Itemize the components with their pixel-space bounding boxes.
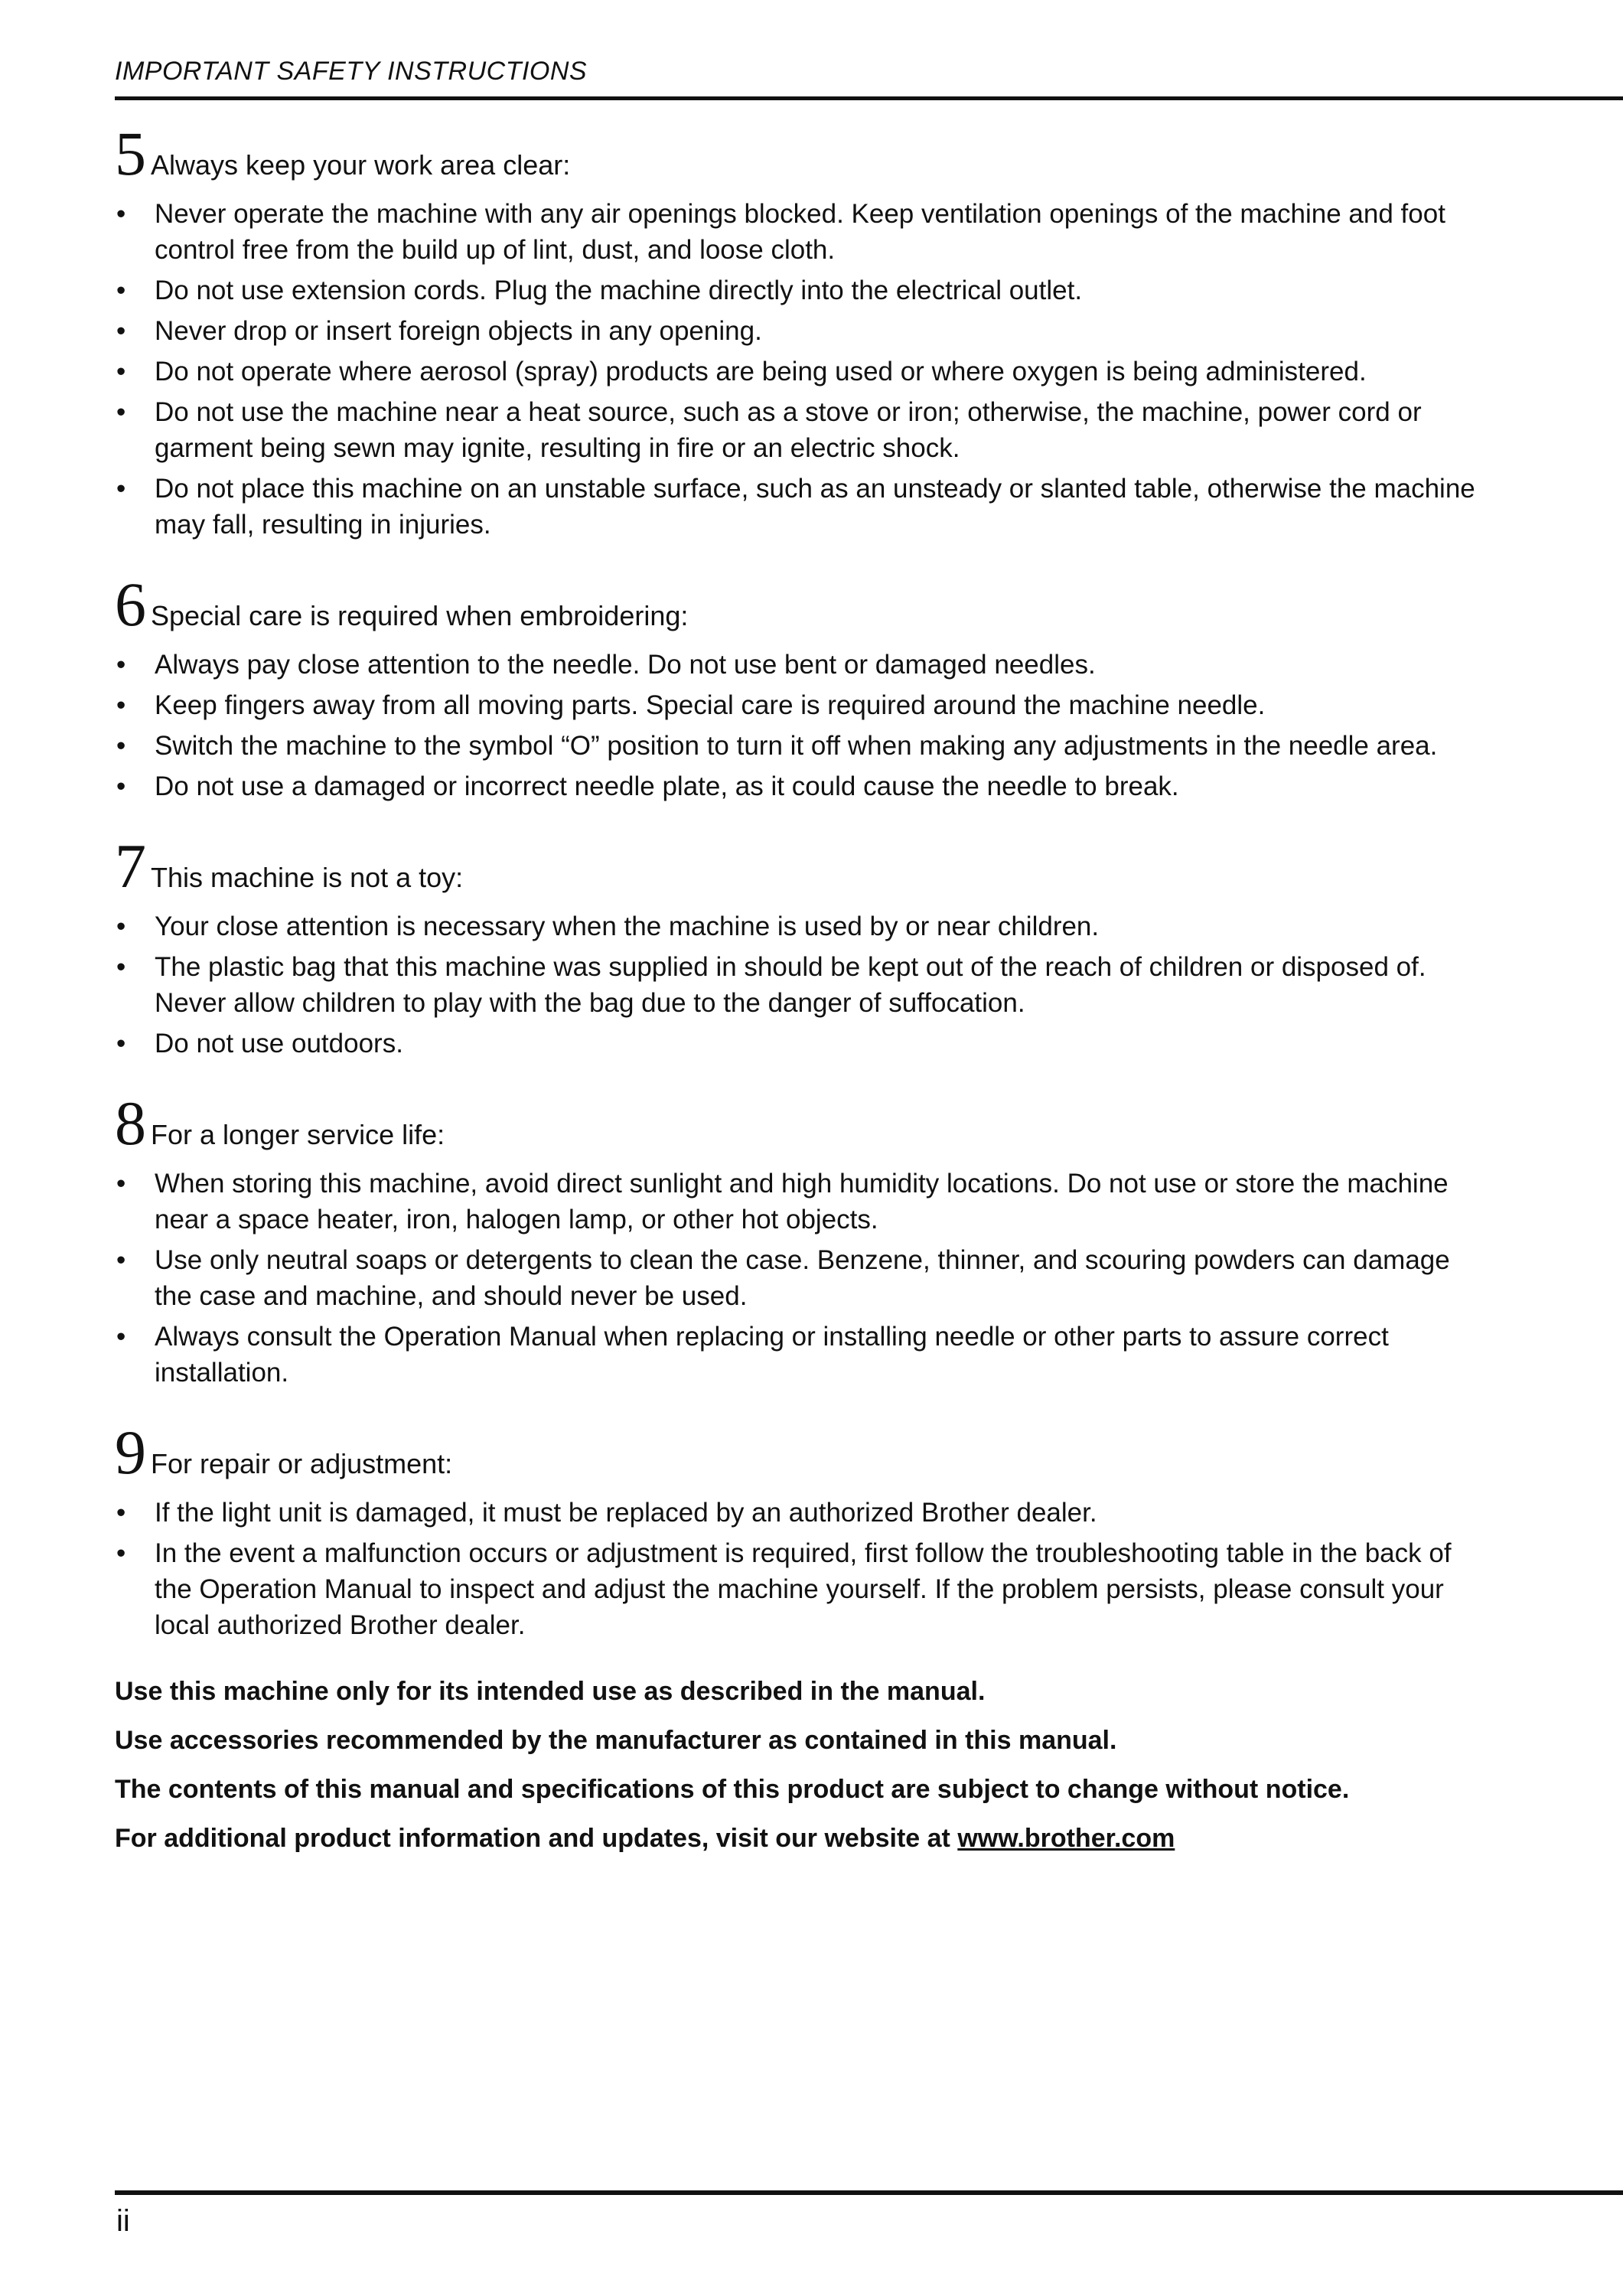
bullet-icon: • bbox=[116, 199, 126, 229]
bullet-icon: • bbox=[116, 771, 126, 801]
section-number: 6 bbox=[115, 569, 146, 639]
section-heading bbox=[115, 1417, 1477, 1487]
bullet-icon: • bbox=[116, 912, 126, 941]
bullet-icon: • bbox=[116, 690, 126, 720]
notice-change-without-notice: The contents of this manual and specifications of this product are subject to change without notice. bbox=[115, 1775, 1350, 1804]
section-heading bbox=[115, 119, 1477, 188]
bullet-list bbox=[115, 647, 1477, 804]
bullet-icon: • bbox=[116, 650, 126, 680]
section-title: For a longer service life: bbox=[151, 1119, 445, 1150]
bullet-icon: • bbox=[116, 1245, 126, 1275]
list-item-text: Keep fingers away from all moving parts. Special care is required around the machine needle. bbox=[155, 690, 1266, 720]
bullet-icon: • bbox=[116, 1169, 126, 1199]
list-item bbox=[115, 1026, 1477, 1062]
list-item-text: Your close attention is necessary when the machine is used by or near children. bbox=[155, 912, 1100, 941]
section-title: Always keep your work area clear: bbox=[151, 149, 571, 181]
section-title: This machine is not a toy: bbox=[151, 862, 464, 893]
bullet-icon: • bbox=[116, 1029, 126, 1058]
list-item-text: Switch the machine to the symbol “O” position to turn it off when making any adjustments in the needle area. bbox=[155, 731, 1438, 761]
list-item bbox=[115, 1319, 1477, 1391]
bullet-icon: • bbox=[116, 731, 126, 761]
list-item-text: If the light unit is damaged, it must be replaced by an authorized Brother dealer. bbox=[155, 1498, 1097, 1528]
section-heading bbox=[115, 831, 1477, 901]
list-item-text: Do not place this machine on an unstable surface, such as an unsteady or slanted table, otherwise the machine may fall, resulting in injuries. bbox=[155, 474, 1475, 540]
section-heading bbox=[115, 1088, 1477, 1158]
notices bbox=[115, 1674, 1477, 1856]
bullet-list bbox=[115, 196, 1477, 543]
list-item-text: The plastic bag that this machine was supplied in should be kept out of the reach of children or disposed of. Never allow children to play with the bag due to the danger of suffocation. bbox=[155, 952, 1426, 1018]
list-item bbox=[115, 908, 1477, 944]
list-item bbox=[115, 647, 1477, 683]
list-item-text: Always pay close attention to the needle. Do not use bent or damaged needles. bbox=[155, 650, 1096, 680]
bullet-icon: • bbox=[116, 1498, 126, 1528]
section-6 bbox=[115, 569, 1477, 804]
section-number: 8 bbox=[115, 1088, 146, 1158]
list-item bbox=[115, 394, 1477, 466]
section-heading bbox=[115, 569, 1477, 639]
list-item bbox=[115, 272, 1477, 308]
notice-website bbox=[115, 1821, 1477, 1856]
bullet-icon: • bbox=[116, 276, 126, 305]
section-7 bbox=[115, 831, 1477, 1062]
list-item bbox=[115, 313, 1477, 349]
section-5 bbox=[115, 119, 1477, 543]
section-title: For repair or adjustment: bbox=[151, 1448, 453, 1479]
list-item-text: Do not use the machine near a heat source, such as a stove or iron; otherwise, the machine, power cord or garment being sewn may ignite, resulting in fire or an electric shock. bbox=[155, 397, 1422, 463]
notice-accessories: Use accessories recommended by the manufacturer as contained in this manual. bbox=[115, 1726, 1117, 1755]
bullet-icon: • bbox=[116, 357, 126, 386]
list-item bbox=[115, 728, 1477, 764]
list-item bbox=[115, 354, 1477, 390]
section-title: Special care is required when embroidering: bbox=[151, 600, 689, 631]
list-item bbox=[115, 1242, 1477, 1314]
header-rule bbox=[115, 96, 1623, 100]
list-item bbox=[115, 196, 1477, 268]
website-link[interactable]: www.brother.com bbox=[957, 1824, 1175, 1853]
list-item bbox=[115, 1535, 1477, 1643]
running-header: IMPORTANT SAFETY INSTRUCTIONS bbox=[115, 57, 588, 86]
notice-intended-use: Use this machine only for its intended use as described in the manual. bbox=[115, 1677, 986, 1706]
section-9 bbox=[115, 1417, 1477, 1643]
list-item bbox=[115, 687, 1477, 723]
page-number: ii bbox=[116, 2204, 130, 2238]
list-item-text: Do not operate where aerosol (spray) products are being used or where oxygen is being administered. bbox=[155, 357, 1367, 386]
list-item-text: In the event a malfunction occurs or adjustment is required, first follow the troubleshooting table in the back of the Operation Manual to inspect and adjust the machine yourself. If the problem persists, please consult your local authorized Brother dealer. bbox=[155, 1538, 1452, 1640]
list-item-text: Always consult the Operation Manual when replacing or installing needle or other parts to assure correct installation. bbox=[155, 1322, 1389, 1388]
section-number: 5 bbox=[115, 119, 146, 188]
section-number: 9 bbox=[115, 1417, 146, 1487]
list-item-text: When storing this machine, avoid direct sunlight and high humidity locations. Do not use or store the machine near a space heater, iron, halogen lamp, or other hot objects. bbox=[155, 1169, 1449, 1234]
list-item-text: Do not use extension cords. Plug the machine directly into the electrical outlet. bbox=[155, 276, 1083, 305]
list-item-text: Never operate the machine with any air openings blocked. Keep ventilation openings of the machine and foot control free from the build up of lint, dust, and loose cloth. bbox=[155, 199, 1445, 265]
bullet-icon: • bbox=[116, 952, 126, 982]
bullet-icon: • bbox=[116, 316, 126, 346]
footer-rule bbox=[115, 2190, 1623, 2195]
bullet-icon: • bbox=[116, 1538, 126, 1568]
list-item-text: Do not use outdoors. bbox=[155, 1029, 403, 1058]
list-item bbox=[115, 1495, 1477, 1531]
list-item-text: Use only neutral soaps or detergents to clean the case. Benzene, thinner, and scouring powders can damage the case and machine, and should never be used. bbox=[155, 1245, 1450, 1311]
list-item bbox=[115, 949, 1477, 1021]
list-item-text: Do not use a damaged or incorrect needle plate, as it could cause the needle to break. bbox=[155, 771, 1179, 801]
notice-website-text: For additional product information and updates, visit our website at bbox=[115, 1824, 958, 1853]
bullet-list bbox=[115, 1495, 1477, 1643]
list-item bbox=[115, 1166, 1477, 1238]
list-item bbox=[115, 471, 1477, 543]
list-item-text: Never drop or insert foreign objects in any opening. bbox=[155, 316, 762, 346]
bullet-icon: • bbox=[116, 397, 126, 427]
section-8 bbox=[115, 1088, 1477, 1391]
list-item bbox=[115, 768, 1477, 804]
page-content bbox=[115, 119, 1477, 1870]
bullet-list bbox=[115, 908, 1477, 1062]
bullet-list bbox=[115, 1166, 1477, 1391]
section-number: 7 bbox=[115, 831, 146, 901]
bullet-icon: • bbox=[116, 474, 126, 504]
bullet-icon: • bbox=[116, 1322, 126, 1352]
